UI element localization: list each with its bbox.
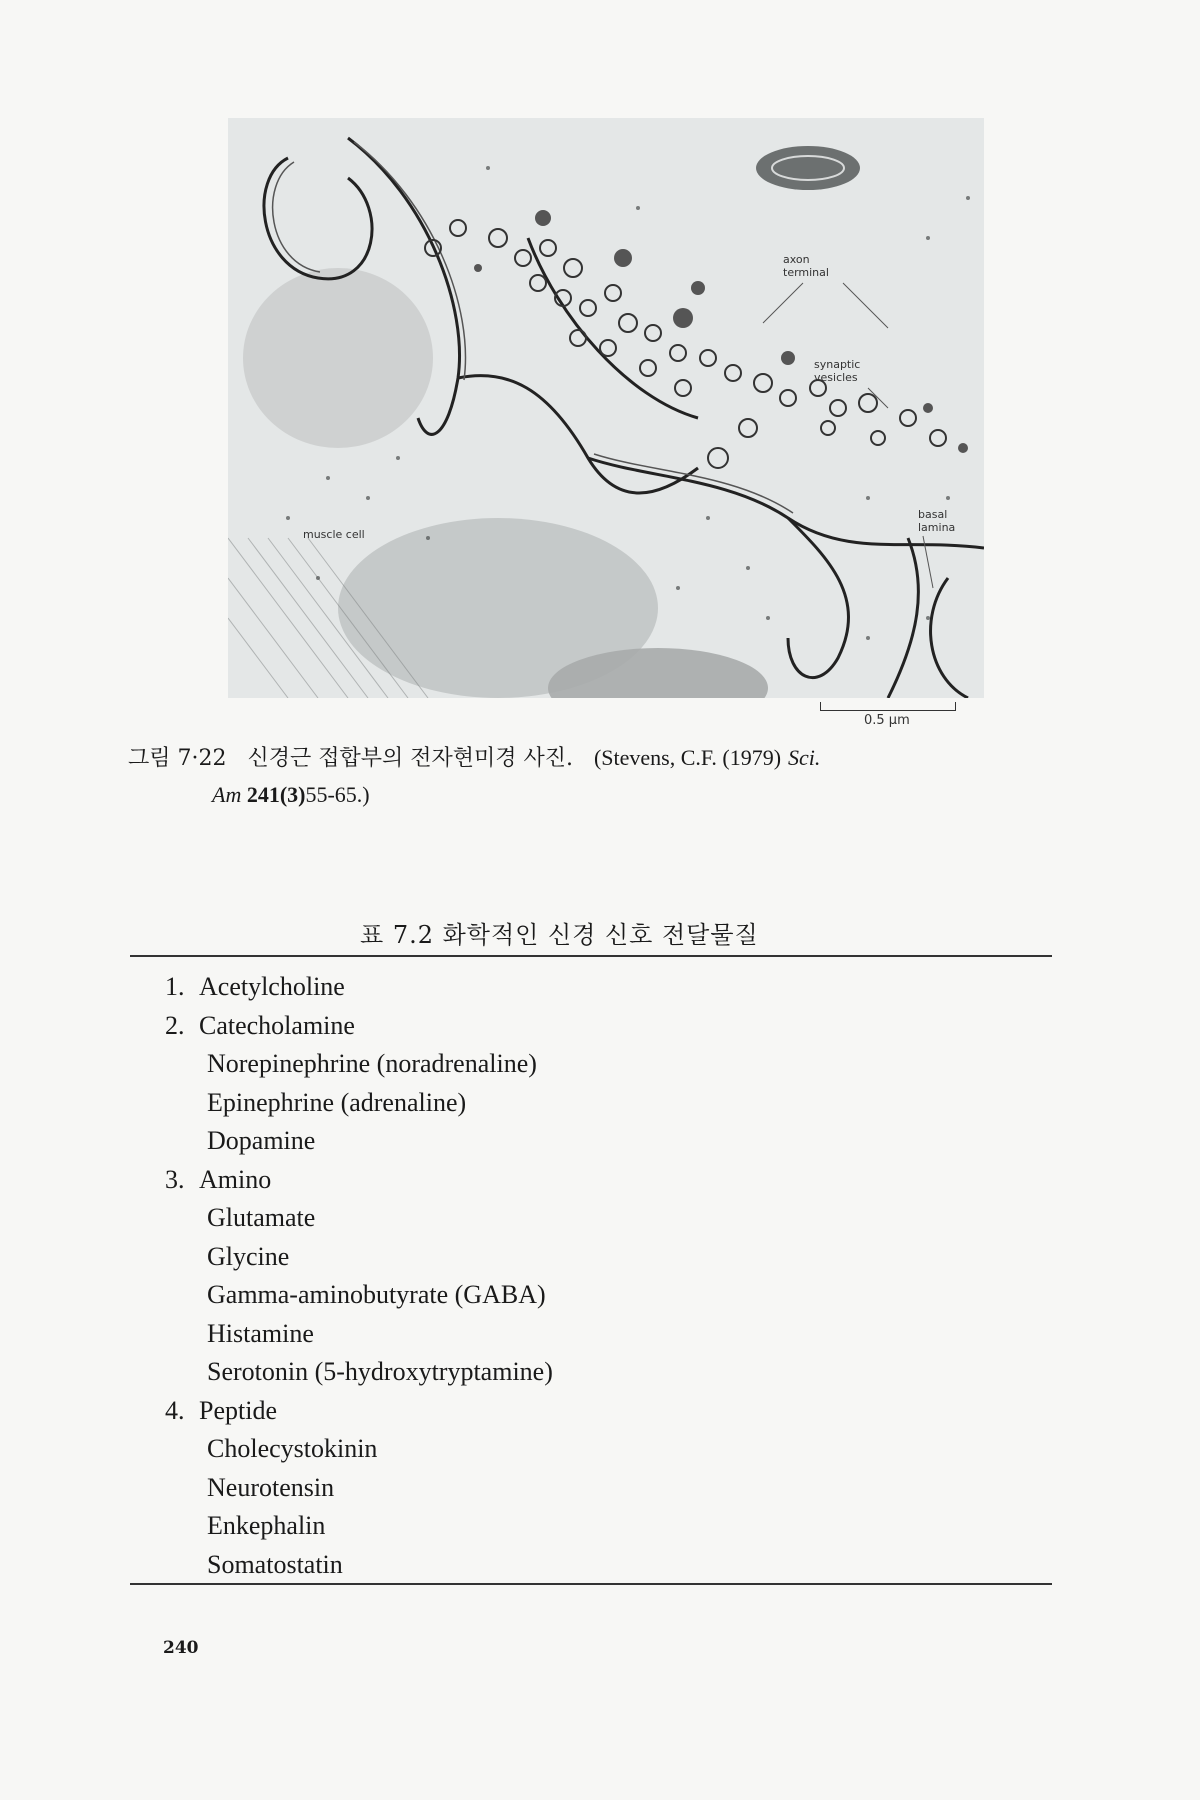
label-vesicles: vesicles (814, 371, 858, 384)
label-lamina: lamina (918, 521, 956, 534)
page-number: 240 (163, 1638, 199, 1658)
caption-label: 그림 7·22 (128, 746, 227, 771)
list-item: Cholecystokinin (207, 1434, 378, 1463)
caption-volume: 241(3) (246, 782, 306, 807)
table-top-rule (130, 955, 1052, 957)
list-category: 3. Amino (165, 1164, 272, 1194)
label-muscle-cell: muscle cell (303, 528, 365, 541)
caption-pages: 55-65.) (305, 782, 370, 807)
list-item: Norepinephrine (noradrenaline) (207, 1049, 537, 1078)
micrograph-illustration (228, 118, 984, 698)
label-terminal: terminal (783, 266, 829, 279)
scale-bar-label: 0.5 μm (864, 713, 910, 728)
list-item: Neurotensin (207, 1472, 335, 1502)
table-title: 표 7.2 화학적인 신경 신호 전달물질 (360, 921, 759, 949)
scale-bar (820, 700, 960, 730)
caption-citation: (Stevens, C.F. (1979) (593, 745, 782, 770)
list-category: 4. Peptide (165, 1395, 277, 1425)
caption-title: 신경근 접합부의 전자현미경 사진. (247, 746, 573, 771)
list-item: Serotonin (5-hydroxytryptamine) (207, 1357, 553, 1386)
table-bottom-rule (130, 1583, 1052, 1585)
figure-caption (128, 740, 1028, 813)
list-item: Somatostatin (207, 1549, 343, 1579)
label-axon: axon (783, 253, 810, 266)
list-category: 2. Catecholamine (165, 1010, 355, 1040)
list-category: 1. Acetylcholine (165, 972, 345, 1001)
list-item: Histamine (207, 1318, 314, 1348)
label-synaptic: synaptic (814, 358, 861, 371)
caption-journal-2: Am (212, 782, 242, 807)
list-item: Enkephalin (207, 1511, 326, 1540)
list-item: Dopamine (207, 1126, 316, 1155)
list-item: Epinephrine (adrenaline) (207, 1087, 467, 1117)
list-item: Glycine (207, 1241, 290, 1271)
electron-micrograph (228, 118, 984, 698)
neurotransmitter-list (165, 968, 965, 1584)
list-item: Gamma-aminobutyrate (GABA) (207, 1280, 546, 1309)
caption-journal-1: Sci. (788, 745, 821, 770)
scale-bar-line (820, 702, 956, 711)
list-item: Glutamate (207, 1203, 316, 1232)
label-basal: basal (918, 508, 948, 521)
